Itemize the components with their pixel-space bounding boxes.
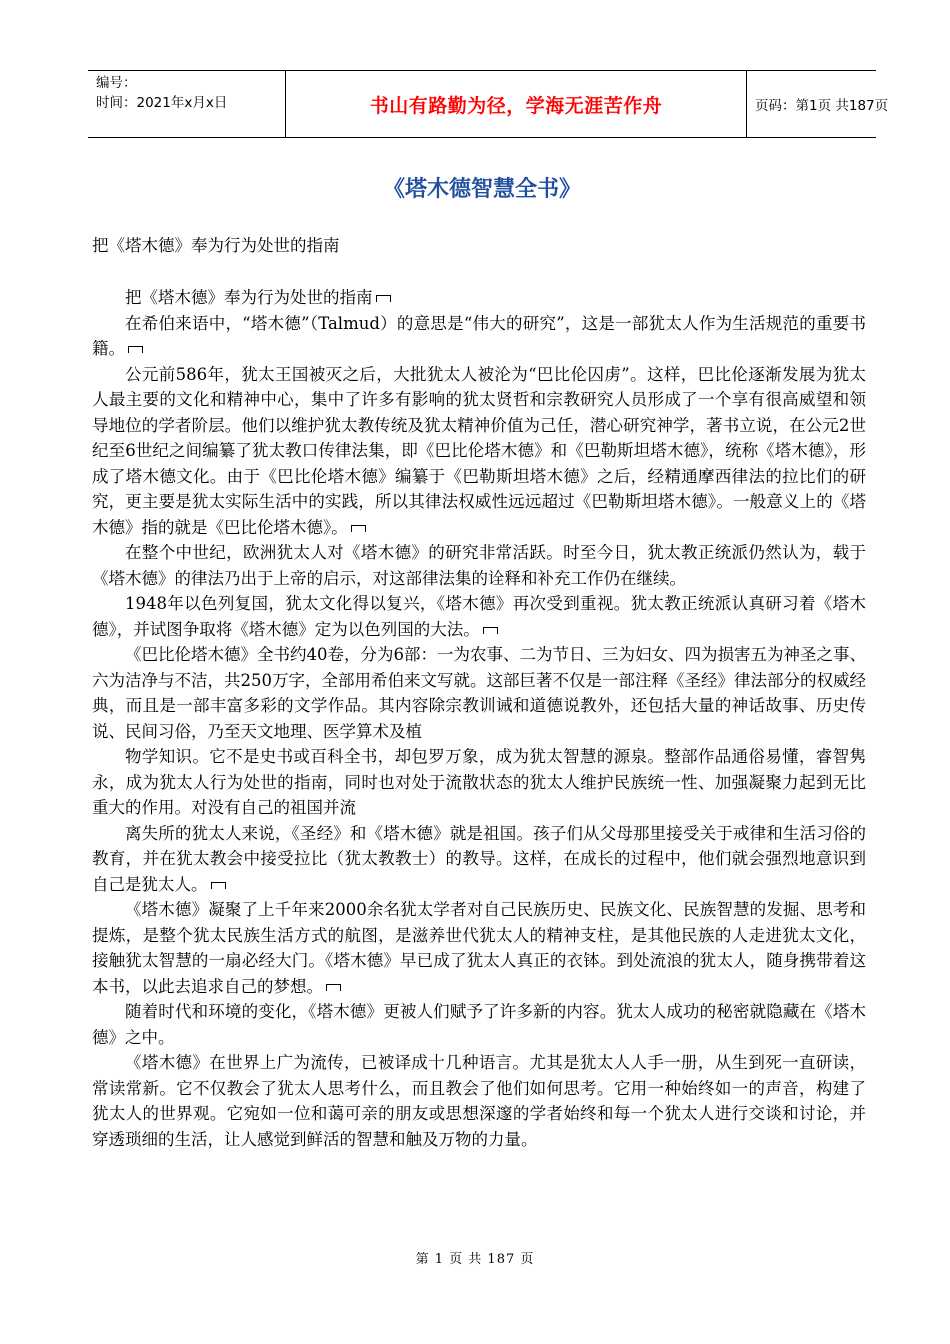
document-title: 《塔木德智慧全书》 <box>382 177 581 202</box>
serial-label: 编号： <box>96 75 137 91</box>
paragraph-mark-icon <box>128 346 143 353</box>
header-motto: 书山有路勤为径，学海无涯苦作舟 <box>369 94 663 117</box>
paragraph-mark-icon <box>483 627 498 634</box>
paragraph: 离失所的犹太人来说，《圣经》和《塔木德》就是祖国。孩子们从父母那里接受关于戒律和生活习俗的教育，并在犹太教会中接受拉比（犹太教教士）的教导。这样，在成长的过程中，他们就会强烈地意识到自己是犹太人。 <box>92 823 866 894</box>
paragraph: 随着时代和环境的变化，《塔木德》更被人们赋予了许多新的内容。犹太人成功的秘密就隐藏在《塔木德》之中。 <box>92 1002 866 1047</box>
page-header <box>88 70 889 138</box>
header-motto-cell <box>285 71 747 137</box>
paragraph-mark-icon <box>351 525 366 532</box>
paragraph: 在整个中世纪，欧洲犹太人对《塔木德》的研究非常活跃。时至今日，犹太教正统派仍然认为，载于《塔木德》的律法乃出于上帝的启示，对这部律法集的诠释和补充工作仍在继续。 <box>92 543 866 588</box>
paragraph-mark-icon <box>211 882 226 889</box>
paragraph: 在希伯来语中，“塔木德”（Talmud）的意思是“伟大的研究”，这是一部犹太人作为生活规范的重要书籍。 <box>92 313 866 358</box>
paragraph-mark-icon <box>326 984 341 991</box>
paragraph-mark-icon <box>376 295 391 302</box>
document-body <box>92 285 866 1152</box>
paragraph: 物学知识。它不是史书或百科全书，却包罗万象，成为犹太智慧的源泉。整部作品通俗易懂，睿智隽永，成为犹太人行为处世的指南，同时也对处于流散状态的犹太人维护民族统一性、加强凝聚力起到无比重大的作用。对没有自己的祖国并流 <box>92 747 866 817</box>
paragraph: 《巴比伦塔木德》全书约40卷，分为6部：一为农事、二为节日、三为妇女、四为损害五为神圣之事、六为洁净与不洁，共250万字，全部用希伯来文写就。这部巨著不仅是一部注释《圣经》律法部分的权威经典，而且是一部丰富多彩的文学作品。其内容除宗教训诫和道德说教外，还包括大量的神话故事、历史传说、民间习俗，乃至天文地理、医学算术及植 <box>92 645 866 741</box>
paragraph: 把《塔木德》奉为行为处世的指南 <box>92 285 866 311</box>
page-footer: 第 1 页 共 187 页 <box>415 1252 535 1267</box>
paragraph: 公元前586年，犹太王国被灭之后，大批犹太人被沦为“巴比伦囚虏”。这样，巴比伦逐渐发展为犹太人最主要的文化和精神中心，集中了许多有影响的犹太贤哲和宗教研究人员形成了一个享有很高威望和领导地位的学者阶层。他们以维护犹太教传统及犹太精神价值为己任，潜心研究神学，著书立说，在公元2世纪至6世纪之间编纂了犹太教口传律法集，即《巴比伦塔木德》和《巴勒斯坦塔木德》，统称《塔木德》，形成了塔木德文化。由于《巴比伦塔木德》编纂于《巴勒斯坦塔木德》之后，经精通摩西律法的拉比们的研究，更主要是犹太实际生活中的实践，所以其律法权威性远远超过《巴勒斯坦塔木德》。一般意义上的《塔木德》指的就是《巴比伦塔木德》。 <box>92 364 866 537</box>
header-info <box>88 71 285 137</box>
paragraph: 1948年以色列复国，犹太文化得以复兴，《塔木德》再次受到重视。犹太教正统派认真研习着《塔木德》，并试图争取将《塔木德》定为以色列国的大法。 <box>92 594 866 639</box>
time-label: 时间：2021年x月x日 <box>96 95 228 111</box>
paragraph: 《塔木德》在世界上广为流传，已被译成十几种语言。尤其是犹太人人手一册，从生到死一直研读，常读常新。它不仅教会了犹太人思考什么，而且教会了他们如何思考。它用一种始终如一的声音，构建了犹太人的世界观。它宛如一位和蔼可亲的朋友或思想深邃的学者始终和每一个犹太人进行交谈和讨论，并穿透琐细的生活，让人感觉到鲜活的智慧和触及万物的力量。 <box>92 1053 866 1149</box>
paragraph: 《塔木德》凝聚了上千年来2000余名犹太学者对自己民族历史、民族文化、民族智慧的发掘、思考和提炼，是整个犹太民族生活方式的航图，是滋养世代犹太人的精神支柱，是其他民族的人走进犹太文化，接触犹太智慧的一扇必经大门。《塔木德》早已成了犹太人真正的衣钵。到处流浪的犹太人，随身携带着这本书，以此去追求自己的梦想。 <box>92 900 866 996</box>
header-page-label: 页码：第1页 共187页 <box>755 98 889 114</box>
document-subtitle: 把《塔木德》奉为行为处世的指南 <box>92 236 340 255</box>
